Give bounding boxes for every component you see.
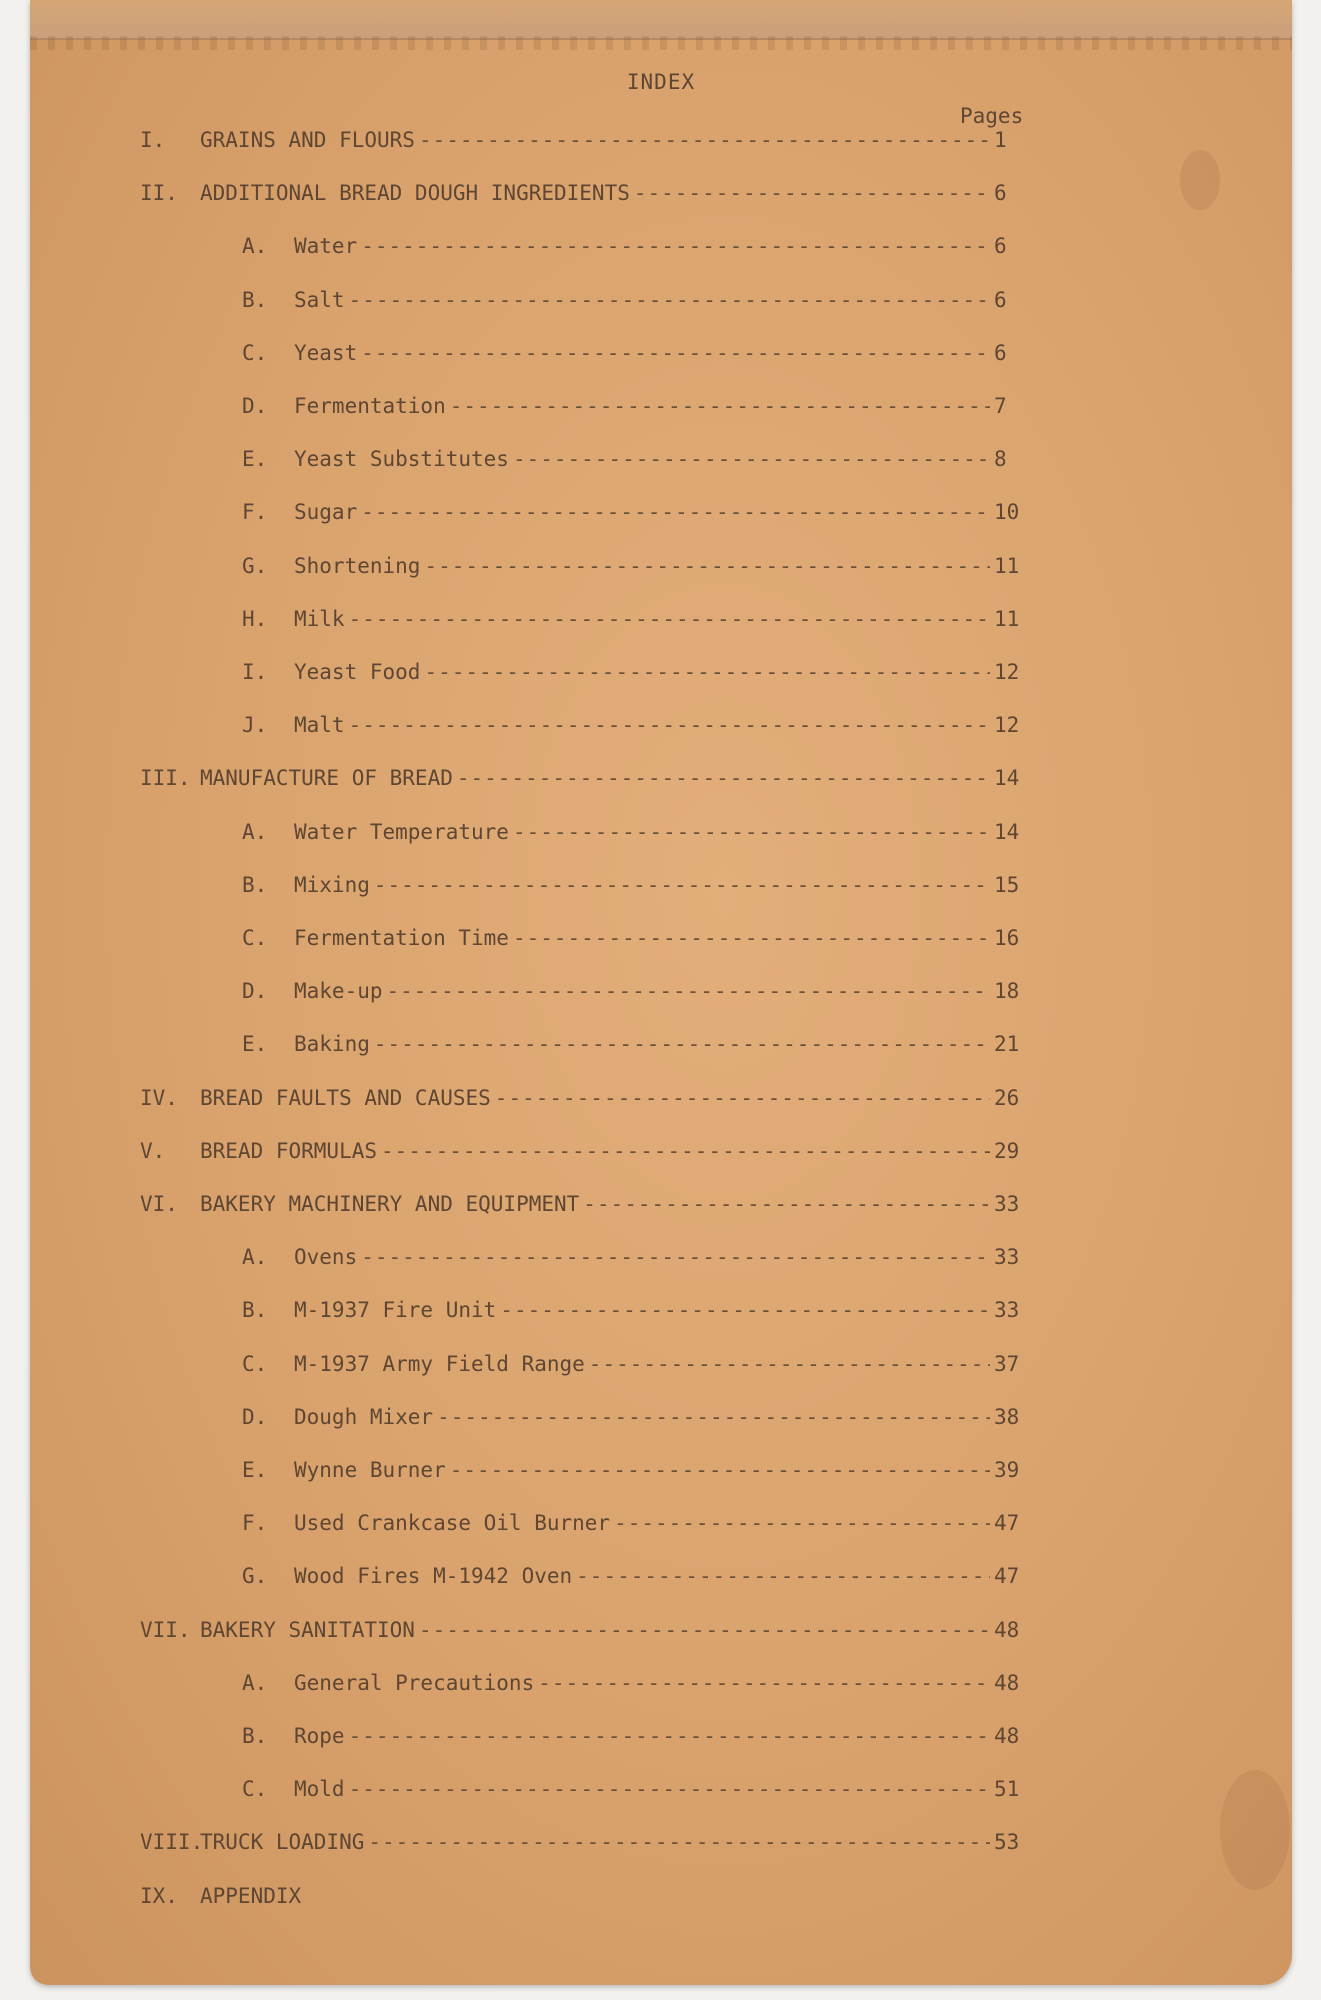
entry-label: MANUFACTURE OF BREAD: [200, 766, 453, 790]
entry-page-number: 12: [994, 713, 1020, 737]
index-entry: [242, 1561, 1030, 1591]
entry-number: F.: [242, 500, 268, 524]
dot-leader: [361, 231, 990, 261]
entry-number: A.: [242, 1671, 268, 1695]
entry-label: Mold: [294, 1777, 345, 1801]
entry-number: V.: [140, 1139, 166, 1163]
entry-page-number: 29: [994, 1139, 1020, 1163]
index-entry: [242, 1295, 1030, 1325]
index-entry: [140, 1189, 1030, 1219]
dot-leader: [419, 1615, 990, 1645]
entry-number: J.: [242, 713, 268, 737]
entry-number: VI.: [140, 1192, 178, 1216]
entry-page-number: 38: [994, 1405, 1020, 1429]
entry-number: A.: [242, 234, 268, 258]
entry-number: B.: [242, 288, 268, 312]
torn-edge: [30, 36, 1292, 50]
index-entry: [242, 1402, 1030, 1432]
dot-leader: [589, 1349, 990, 1379]
index-entry: [242, 710, 1030, 740]
entry-label: Fermentation: [294, 394, 446, 418]
index-entry: [242, 1349, 1030, 1379]
dot-leader: [349, 1774, 990, 1804]
entry-label: BREAD FORMULAS: [200, 1139, 378, 1163]
index-entry: [140, 763, 1030, 793]
entry-number: C.: [242, 341, 268, 365]
entry-number: A.: [242, 1245, 268, 1269]
index-entry: [242, 497, 1030, 527]
entry-label: GRAINS AND FLOURS: [200, 128, 415, 152]
entry-page-number: 6: [994, 181, 1007, 205]
entry-label: Sugar: [294, 500, 358, 524]
index-entry: [242, 1774, 1030, 1804]
dot-leader: [495, 1083, 990, 1113]
index-entry: [242, 976, 1030, 1006]
entry-number: D.: [242, 979, 268, 1003]
water-stain: [1180, 150, 1220, 210]
entry-page-number: 48: [994, 1724, 1020, 1748]
entry-number: E.: [242, 1032, 268, 1056]
entry-page-number: 33: [994, 1298, 1020, 1322]
dot-leader: [513, 923, 990, 953]
dot-leader: [374, 1029, 990, 1059]
entry-page-number: 6: [994, 341, 1007, 365]
entry-page-number: 11: [994, 607, 1020, 631]
index-entry: [140, 1083, 1030, 1113]
entry-label: BREAD FAULTS AND CAUSES: [200, 1086, 491, 1110]
index-entry: [242, 923, 1030, 953]
index-entry: [140, 1136, 1030, 1166]
dot-leader: [450, 391, 990, 421]
dot-leader: [361, 497, 990, 527]
index-entry: [242, 817, 1030, 847]
page-title: INDEX: [626, 70, 696, 94]
entry-page-number: 12: [994, 660, 1020, 684]
entry-label: Rope: [294, 1724, 345, 1748]
entry-number: E.: [242, 1458, 268, 1482]
entry-page-number: 14: [994, 820, 1020, 844]
index-entry: [242, 1668, 1030, 1698]
dot-leader: [513, 444, 990, 474]
entry-label: Fermentation Time: [294, 926, 509, 950]
pages-column-heading: Pages: [960, 104, 1024, 128]
entry-page-number: 33: [994, 1192, 1020, 1216]
entry-label: M-1937 Fire Unit: [294, 1298, 497, 1322]
dot-leader: [349, 1721, 990, 1751]
entry-page-number: 21: [994, 1032, 1020, 1056]
index-entry: [242, 604, 1030, 634]
entry-number: III.: [140, 766, 191, 790]
entry-number: E.: [242, 447, 268, 471]
dot-leader: [349, 285, 990, 315]
entry-page-number: 33: [994, 1245, 1020, 1269]
index-entry: [140, 1827, 1030, 1857]
entry-label: Malt: [294, 713, 345, 737]
entry-page-number: 18: [994, 979, 1020, 1003]
entry-label: Used Crankcase Oil Burner: [294, 1511, 611, 1535]
entry-page-number: 26: [994, 1086, 1020, 1110]
entry-number: I.: [140, 128, 166, 152]
index-entry: [140, 125, 1030, 155]
entry-number: C.: [242, 926, 268, 950]
entry-label: Shortening: [294, 554, 421, 578]
entry-label: BAKERY MACHINERY AND EQUIPMENT: [200, 1192, 580, 1216]
entry-label: Milk: [294, 607, 345, 631]
entry-label: Dough Mixer: [294, 1405, 434, 1429]
entry-number: F.: [242, 1511, 268, 1535]
entry-number: IX.: [140, 1884, 178, 1908]
entry-number: VIII.: [140, 1830, 204, 1854]
index-entry: [242, 285, 1030, 315]
entry-label: Mixing: [294, 873, 370, 897]
entry-label: General Precautions: [294, 1671, 535, 1695]
entry-page-number: 37: [994, 1352, 1020, 1376]
entry-number: A.: [242, 820, 268, 844]
entry-page-number: 8: [994, 447, 1007, 471]
entry-page-number: 48: [994, 1671, 1020, 1695]
dot-leader: [457, 763, 990, 793]
dot-leader: [634, 178, 990, 208]
entry-label: Yeast Substitutes: [294, 447, 509, 471]
entry-page-number: 47: [994, 1511, 1020, 1535]
entry-number: H.: [242, 607, 268, 631]
dot-leader: [419, 125, 990, 155]
entry-label: TRUCK LOADING: [200, 1830, 365, 1854]
entry-number: C.: [242, 1777, 268, 1801]
entry-label: Ovens: [294, 1245, 358, 1269]
index-entry: [242, 338, 1030, 368]
entry-number: B.: [242, 1298, 268, 1322]
entry-page-number: 11: [994, 554, 1020, 578]
dot-leader: [349, 604, 990, 634]
dot-leader: [361, 1242, 990, 1272]
entry-label: Wynne Burner: [294, 1458, 446, 1482]
entry-page-number: 6: [994, 288, 1007, 312]
entry-page-number: 10: [994, 500, 1020, 524]
dot-leader: [450, 1455, 990, 1485]
entry-label: Wood Fires M-1942 Oven: [294, 1564, 573, 1588]
entry-label: Water Temperature: [294, 820, 509, 844]
torn-top-strip: [30, 0, 1292, 40]
index-entry: [242, 1508, 1030, 1538]
index-entry: [242, 551, 1030, 581]
dot-leader: [513, 817, 990, 847]
dot-leader: [583, 1189, 990, 1219]
entry-number: B.: [242, 873, 268, 897]
entry-label: Water: [294, 234, 358, 258]
entry-page-number: 48: [994, 1618, 1020, 1642]
entry-label: M-1937 Army Field Range: [294, 1352, 585, 1376]
dot-leader: [349, 710, 990, 740]
index-entry: [242, 231, 1030, 261]
entry-number: G.: [242, 554, 268, 578]
entry-number: B.: [242, 1724, 268, 1748]
dot-leader: [381, 1136, 990, 1166]
entry-page-number: 16: [994, 926, 1020, 950]
index-entry: [140, 178, 1030, 208]
entry-page-number: 7: [994, 394, 1007, 418]
entry-page-number: 15: [994, 873, 1020, 897]
water-stain: [1220, 1770, 1290, 1890]
entry-label: APPENDIX: [200, 1884, 302, 1908]
entry-page-number: 47: [994, 1564, 1020, 1588]
index-entry: [242, 1029, 1030, 1059]
entry-page-number: 53: [994, 1830, 1020, 1854]
entry-number: D.: [242, 1405, 268, 1429]
dot-leader: [368, 1827, 990, 1857]
index-entry: [242, 444, 1030, 474]
index-entry: [242, 391, 1030, 421]
entry-number: IV.: [140, 1086, 178, 1110]
index-entry: [140, 1881, 1030, 1911]
index-entry: [140, 1615, 1030, 1645]
dot-leader: [424, 551, 990, 581]
index-entry: [242, 657, 1030, 687]
dot-leader: [374, 870, 990, 900]
entry-label: ADDITIONAL BREAD DOUGH INGREDIENTS: [200, 181, 630, 205]
entry-page-number: 1: [994, 128, 1007, 152]
entry-number: VII.: [140, 1618, 191, 1642]
entry-label: Salt: [294, 288, 345, 312]
index-entry: [242, 1242, 1030, 1272]
dot-leader: [538, 1668, 990, 1698]
dot-leader: [576, 1561, 990, 1591]
entry-number: C.: [242, 1352, 268, 1376]
dot-leader: [614, 1508, 990, 1538]
entry-page-number: 39: [994, 1458, 1020, 1482]
entry-label: Baking: [294, 1032, 370, 1056]
entry-page-number: 51: [994, 1777, 1020, 1801]
entry-page-number: 6: [994, 234, 1007, 258]
index-entry: [242, 1721, 1030, 1751]
dot-leader: [387, 976, 990, 1006]
dot-leader: [437, 1402, 990, 1432]
entry-number: G.: [242, 1564, 268, 1588]
dot-leader: [424, 657, 990, 687]
entry-number: I.: [242, 660, 268, 684]
entry-number: D.: [242, 394, 268, 418]
index-entry: [242, 870, 1030, 900]
entry-number: II.: [140, 181, 178, 205]
entry-label: Yeast Food: [294, 660, 421, 684]
document-page: [30, 0, 1292, 1985]
dot-leader: [500, 1295, 990, 1325]
entry-label: Yeast: [294, 341, 358, 365]
entry-label: BAKERY SANITATION: [200, 1618, 415, 1642]
entry-page-number: 14: [994, 766, 1020, 790]
index-entry: [242, 1455, 1030, 1485]
entry-label: Make-up: [294, 979, 383, 1003]
dot-leader: [361, 338, 990, 368]
